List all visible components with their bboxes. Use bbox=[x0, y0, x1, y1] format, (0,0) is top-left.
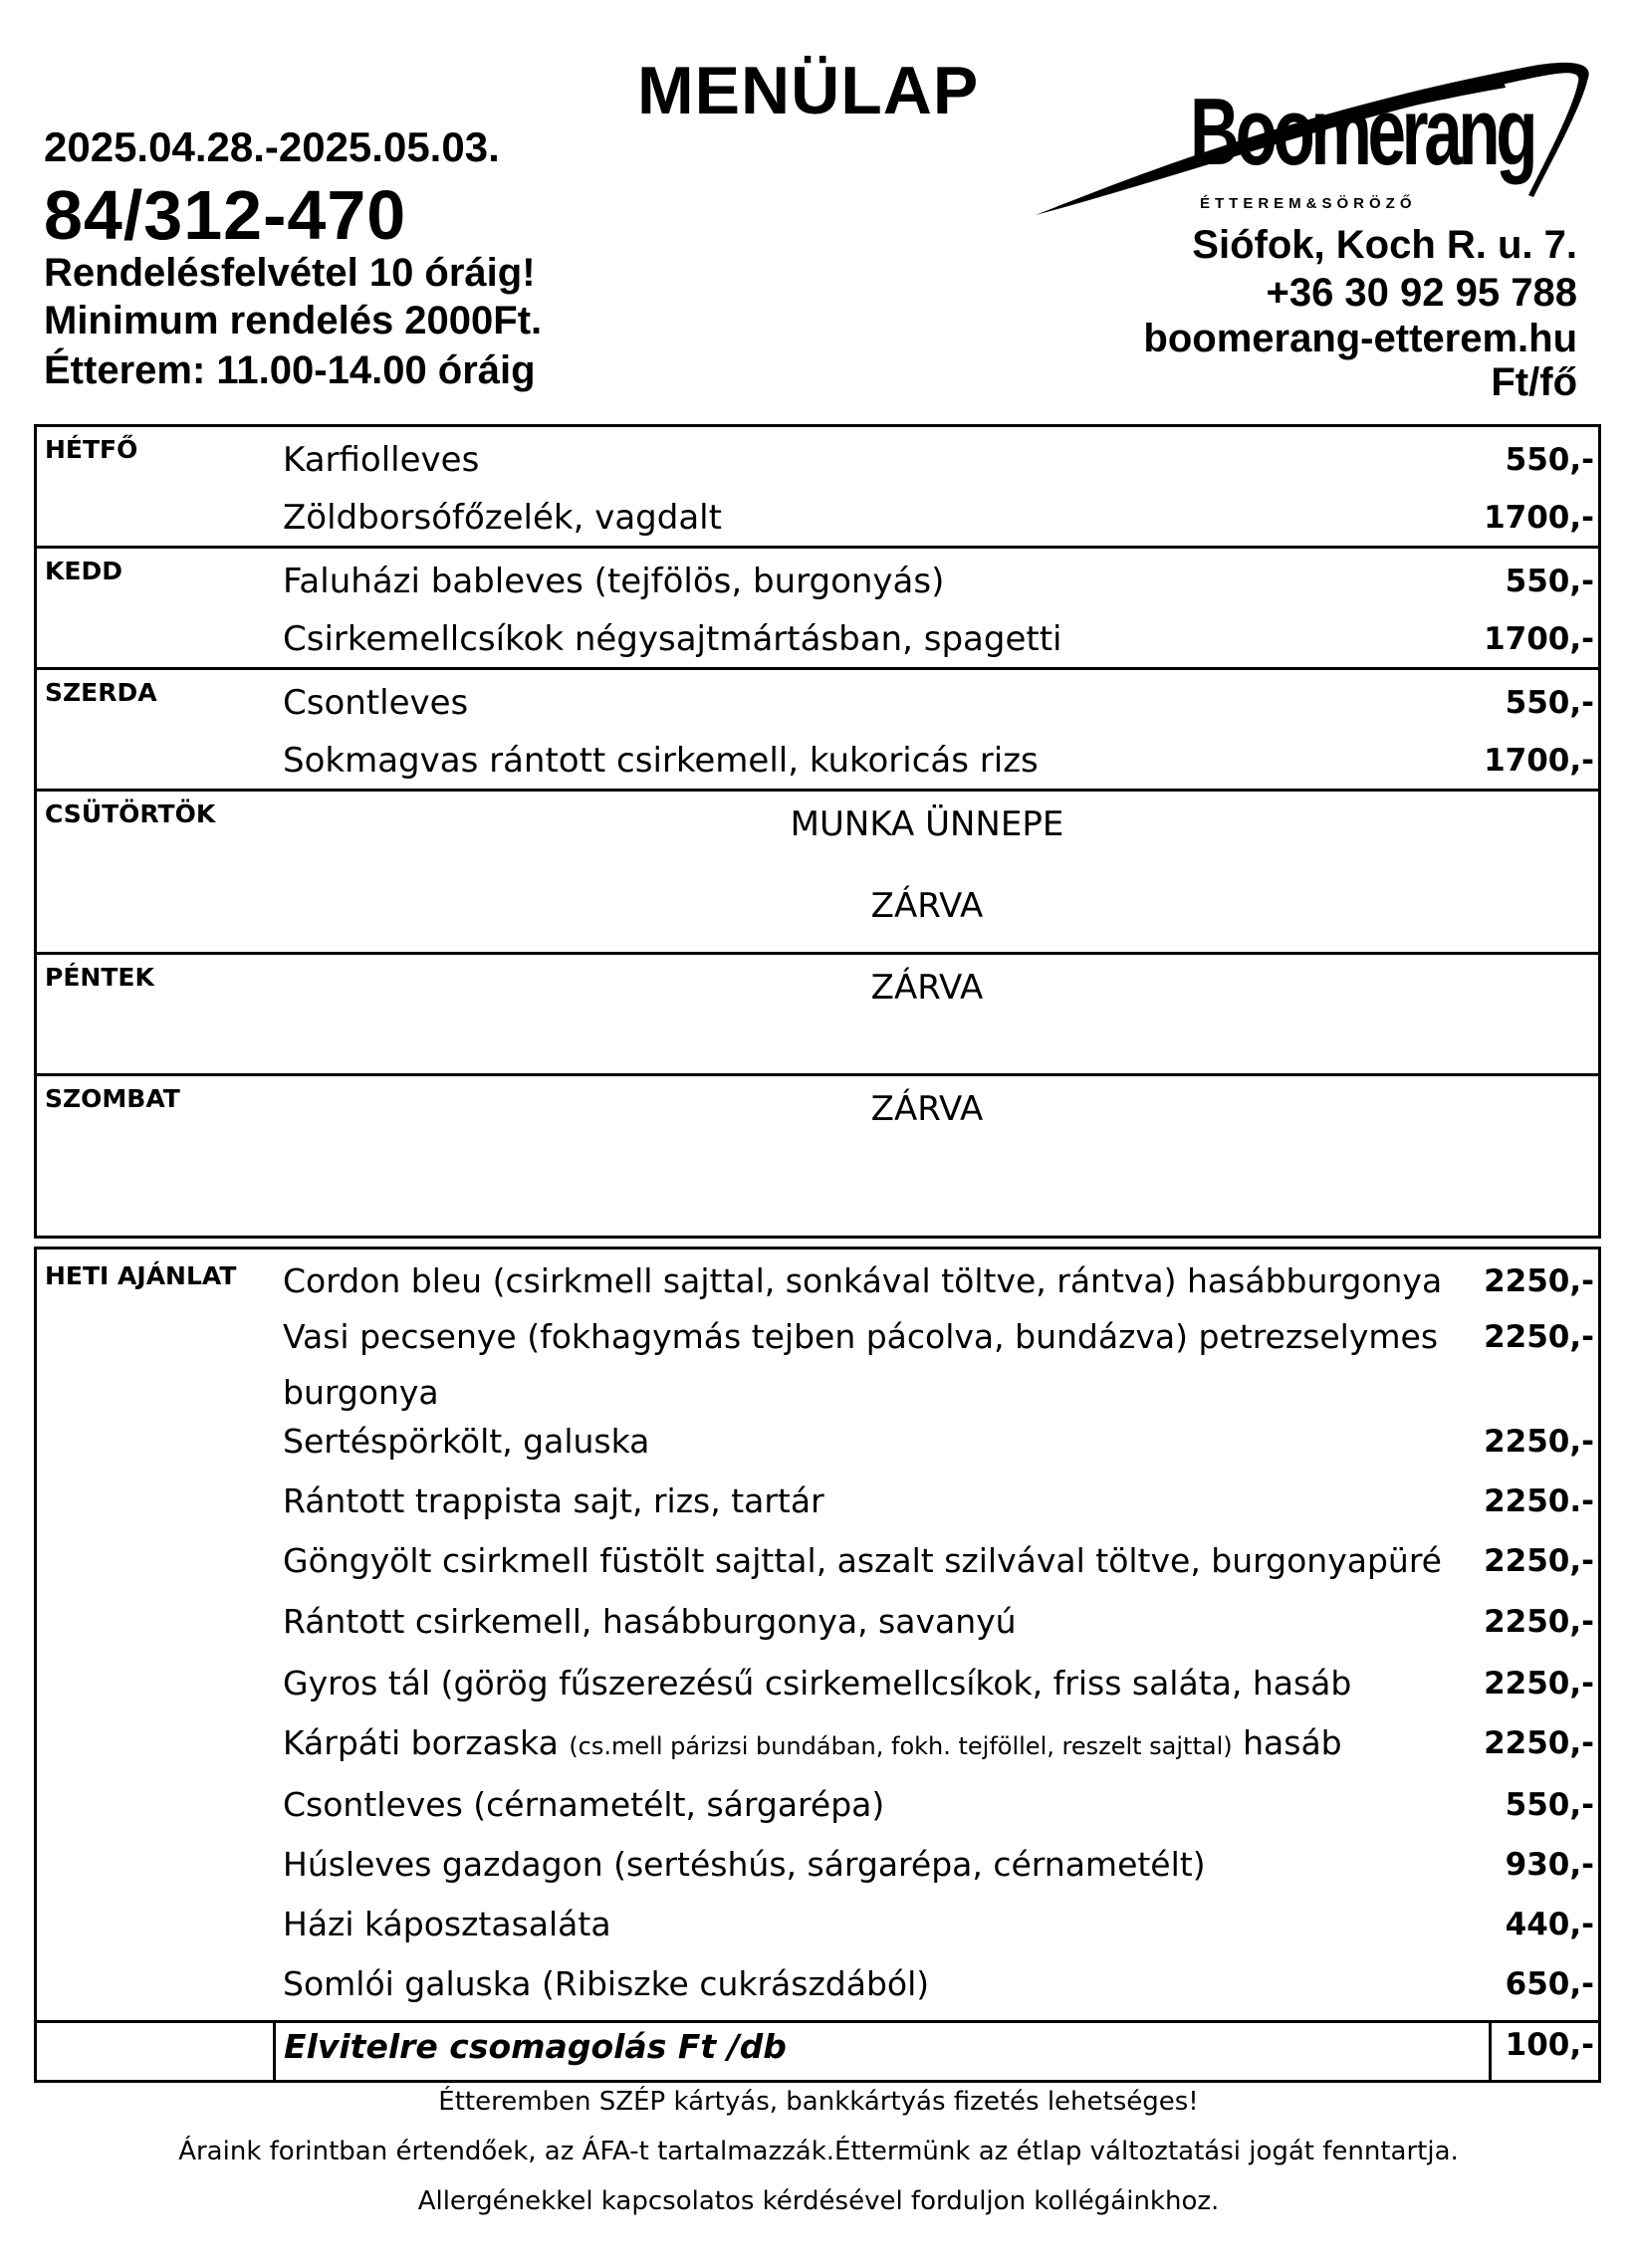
packaging-row bbox=[37, 2020, 1598, 2080]
day-row-saturday bbox=[37, 1076, 1598, 1236]
address: Siófok, Koch R. u. 7. bbox=[1192, 223, 1577, 267]
menu-price: 1700,- bbox=[1484, 500, 1594, 536]
menu-price: 1700,- bbox=[1484, 621, 1594, 657]
menu-item: Karfiolleves bbox=[283, 440, 480, 480]
menu-price: 550,- bbox=[1505, 442, 1594, 478]
packaging-label: Elvitelre csomagolás Ft /db bbox=[284, 2027, 787, 2066]
day-note: MUNKA ÜNNEPE bbox=[790, 804, 1064, 844]
day-label: CSÜTÖRTÖK bbox=[45, 799, 216, 828]
weekly-price: 2250,- bbox=[1484, 1666, 1594, 1701]
weekly-item: Rántott csirkemell, hasábburgonya, savanyú bbox=[283, 1602, 1017, 1641]
day-label: SZERDA bbox=[45, 678, 157, 707]
weekly-price: 440,- bbox=[1505, 1907, 1594, 1942]
order-deadline: Rendelésfelvétel 10 óráig! bbox=[44, 251, 536, 295]
weekly-price: 2250,- bbox=[1484, 1543, 1594, 1579]
weekly-item: Somlói galuska (Ribiszke cukrászdából) bbox=[283, 1964, 930, 2003]
weekly-item: Húsleves gazdagon (sertéshús, sárgarépa, cérnametélt) bbox=[283, 1845, 1206, 1884]
day-label: KEDD bbox=[45, 557, 122, 585]
weekly-price: 550,- bbox=[1505, 1787, 1594, 1823]
payment-note: Étteremben SZÉP kártyás, bankkártyás fizetés lehetséges! bbox=[438, 2087, 1199, 2117]
weekly-item: Cordon bleu (csirkmell sajttal, sonkával töltve, rántva) hasábburgonya bbox=[283, 1261, 1443, 1300]
menu-item: Csontleves bbox=[283, 683, 469, 723]
divider bbox=[1489, 2023, 1492, 2080]
daily-menu-table bbox=[34, 424, 1601, 1239]
weekly-item-name: Kárpáti borzaska bbox=[283, 1723, 559, 1762]
day-label: HÉTFŐ bbox=[45, 435, 138, 464]
phone-number: 84/312-470 bbox=[44, 176, 407, 254]
weekly-item-description: (cs.mell párizsi bundában, fokh. tejföllel, reszelt sajttal) bbox=[569, 1732, 1233, 1760]
website: boomerang-etterem.hu bbox=[1143, 317, 1577, 360]
weekly-label: HETI AJÁNLAT bbox=[45, 1261, 237, 1290]
menu-price: 1700,- bbox=[1484, 743, 1594, 779]
weekly-offer-table bbox=[34, 1247, 1601, 2083]
weekly-price: 650,- bbox=[1505, 1966, 1594, 2002]
date-range: 2025.04.28.-2025.05.03. bbox=[44, 123, 500, 170]
allergen-note: Allergénekkel kapcsolatos kérdésével forduljon kollégáinkhoz. bbox=[417, 2186, 1220, 2216]
day-row-tuesday bbox=[37, 549, 1598, 670]
price-unit: Ft/fő bbox=[1491, 360, 1577, 404]
weekly-item-karpati-borzaska bbox=[283, 1715, 1508, 1774]
divider bbox=[273, 2023, 276, 2080]
day-row-friday bbox=[37, 955, 1598, 1076]
menu-item: Csirkemellcsíkok négysajtmártásban, spagetti bbox=[283, 619, 1062, 659]
weekly-price: 2250,- bbox=[1484, 1424, 1594, 1460]
weekly-price: 2250,- bbox=[1484, 1263, 1594, 1299]
page-title: MENÜLAP bbox=[637, 53, 980, 128]
menu-item: Faluházi bableves (tejfölös, burgonyás) bbox=[283, 562, 945, 601]
day-label: SZOMBAT bbox=[45, 1084, 180, 1113]
weekly-price: 2250.- bbox=[1484, 1483, 1594, 1519]
minimum-order: Minimum rendelés 2000Ft. bbox=[44, 299, 543, 342]
menu-item: Zöldborsófőzelék, vagdalt bbox=[283, 498, 722, 538]
day-row-monday bbox=[37, 427, 1598, 549]
day-note: ZÁRVA bbox=[870, 968, 984, 1008]
boomerang-logo bbox=[1036, 48, 1603, 217]
menu-price: 550,- bbox=[1505, 685, 1594, 721]
day-note: ZÁRVA bbox=[870, 1089, 984, 1129]
weekly-item: Sertéspörkölt, galuska bbox=[283, 1422, 650, 1461]
weekly-item-side: hasáb bbox=[1243, 1723, 1342, 1762]
weekly-price: 930,- bbox=[1505, 1847, 1594, 1883]
day-row-thursday bbox=[37, 792, 1598, 955]
weekly-item: Vasi pecsenye (fokhagymás tejben pácolva, bundázva) petrezselymes burgonya bbox=[283, 1317, 1439, 1412]
day-label: PÉNTEK bbox=[45, 963, 154, 992]
day-note: ZÁRVA bbox=[870, 886, 984, 926]
weekly-item: Göngyölt csirkmell füstölt sajttal, aszalt szilvával töltve, burgonyapüré bbox=[283, 1541, 1442, 1580]
weekly-item: Gyros tál (görög fűszerezésű csirkemellcsíkok, friss saláta, hasáb bbox=[283, 1664, 1352, 1702]
menu-item: Sokmagvas rántott csirkemell, kukoricás rizs bbox=[283, 741, 1039, 781]
day-row-wednesday bbox=[37, 670, 1598, 792]
opening-hours: Étterem: 11.00-14.00 óráig bbox=[44, 348, 536, 392]
logo-wordmark: Boomerang bbox=[1190, 79, 1534, 185]
weekly-price: 2250,- bbox=[1484, 1604, 1594, 1640]
weekly-item: Házi káposztasaláta bbox=[283, 1905, 611, 1943]
menu-price: 550,- bbox=[1505, 564, 1594, 599]
weekly-item: Rántott trappista sajt, rizs, tartár bbox=[283, 1481, 824, 1520]
mobile-number: +36 30 92 95 788 bbox=[1266, 271, 1577, 315]
weekly-price: 2250,- bbox=[1484, 1725, 1594, 1761]
logo-subtitle: ÉTTEREM&SÖRÖZŐ bbox=[1200, 195, 1417, 212]
weekly-item: Csontleves (cérnametélt, sárgarépa) bbox=[283, 1785, 885, 1824]
weekly-price: 2250,- bbox=[1484, 1319, 1594, 1355]
price-note: Áraink forintban értendőek, az ÁFA-t tartalmazzák.Éttermünk az étlap változtatási jogát fenntartja. bbox=[178, 2137, 1459, 2166]
packaging-price: 100,- bbox=[1505, 2027, 1594, 2063]
